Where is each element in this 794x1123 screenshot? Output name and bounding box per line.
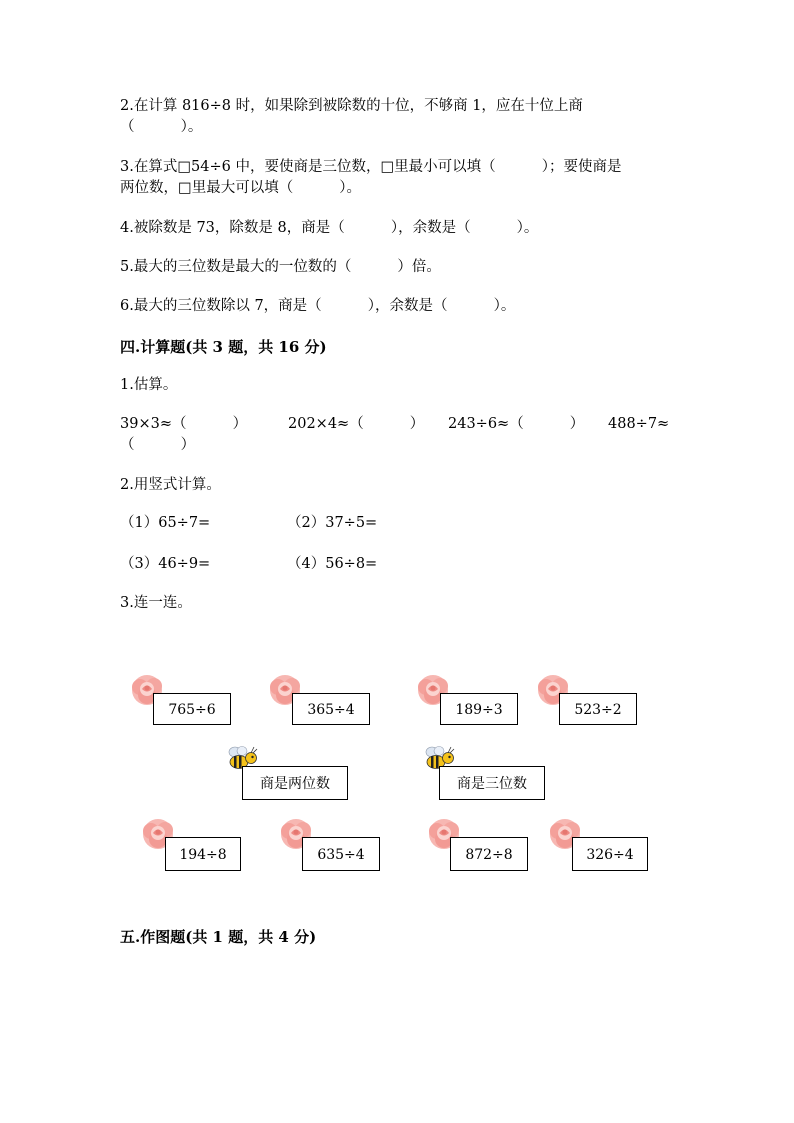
- q6-text: 6.最大的三位数除以 7，商是（ ），余数是（ ）。: [120, 298, 516, 314]
- calc1-item: 488÷7≈: [608, 416, 670, 432]
- section-4-title: 四.计算题(共 3 题，共 16 分): [120, 338, 327, 356]
- match-bottom-box[interactable]: 326÷4: [572, 837, 648, 871]
- match-top-box[interactable]: 189÷3: [440, 693, 518, 725]
- section-5-title: 五.作图题(共 1 题，共 4 分): [120, 928, 317, 946]
- match-top-box[interactable]: 765÷6: [153, 693, 231, 725]
- match-middle-box[interactable]: 商是三位数: [439, 766, 545, 800]
- calc3-title: 3.连一连。: [120, 595, 192, 611]
- calc2-item: （4）56÷8=: [287, 556, 378, 572]
- calc2-item: （1）65÷7=: [120, 515, 211, 531]
- q3-line1: 3.在算式□54÷6 中，要使商是三位数，□里最小可以填（ ）；要使商是: [120, 159, 622, 175]
- q3-line2: 两位数，□里最大可以填（ ）。: [120, 180, 362, 196]
- q5-text: 5.最大的三位数是最大的一位数的（ ）倍。: [120, 259, 441, 275]
- calc2-item: （2）37÷5=: [287, 515, 378, 531]
- match-bottom-box[interactable]: 194÷8: [165, 837, 241, 871]
- calc1-item: 39×3≈（ ）: [120, 416, 248, 432]
- calc1-item: 202×4≈（ ）: [288, 416, 425, 432]
- calc2-title: 2.用竖式计算。: [120, 477, 221, 493]
- calc1-item: 243÷6≈（ ）: [448, 416, 585, 432]
- q2-line2: （ ）。: [120, 119, 203, 135]
- match-bottom-box[interactable]: 872÷8: [450, 837, 528, 871]
- calc2-item: （3）46÷9=: [120, 556, 211, 572]
- calc1-title: 1.估算。: [120, 377, 178, 393]
- match-bottom-box[interactable]: 635÷4: [302, 837, 380, 871]
- match-top-box[interactable]: 365÷4: [292, 693, 370, 725]
- match-middle-box[interactable]: 商是两位数: [242, 766, 348, 800]
- calc1-wrap: （ ）: [120, 437, 196, 453]
- q4-text: 4.被除数是 73，除数是 8，商是（ ），余数是（ ）。: [120, 220, 539, 236]
- q2-line1: 2.在计算 816÷8 时，如果除到被除数的十位，不够商 1，应在十位上商: [120, 98, 583, 114]
- match-top-box[interactable]: 523÷2: [559, 693, 637, 725]
